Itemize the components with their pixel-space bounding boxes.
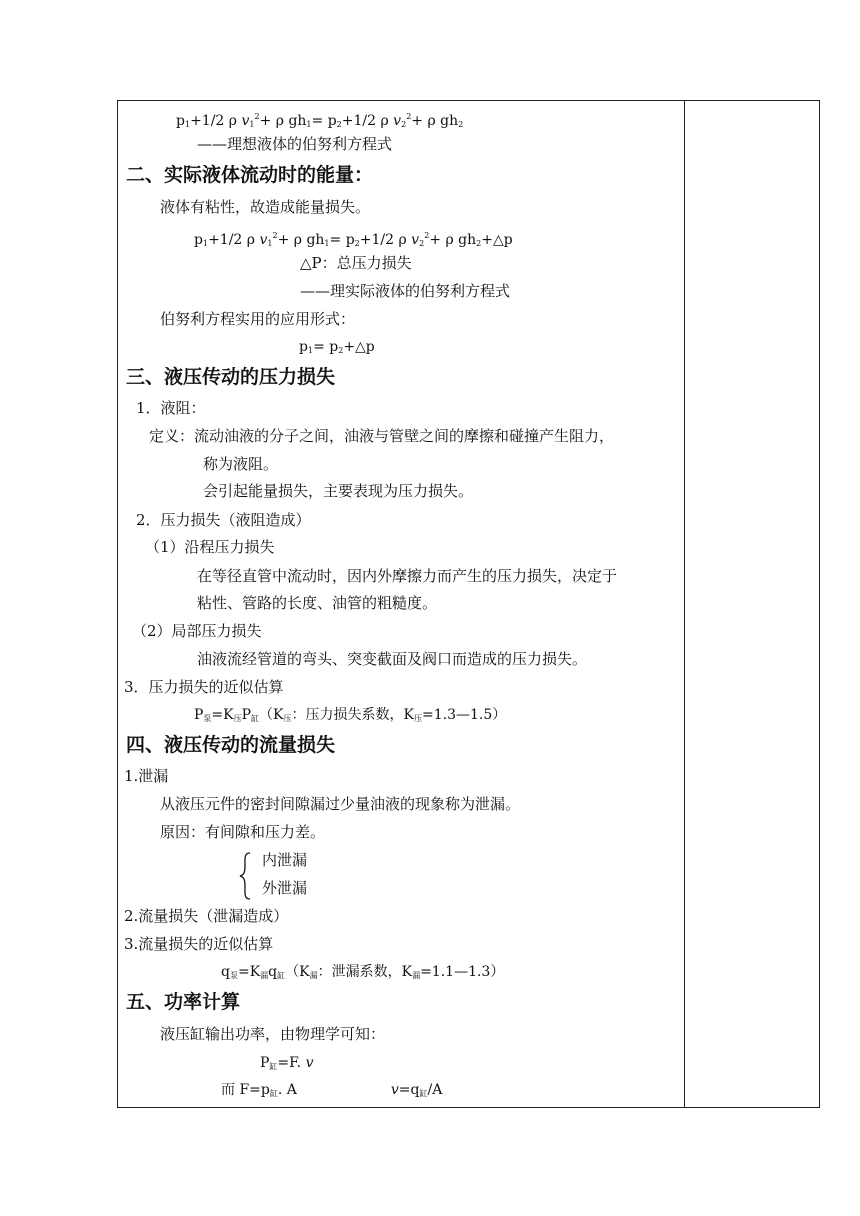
sec2-apply-equation: $p_1=$ $p_2+\triangle p$: [299, 339, 375, 355]
sec3-sub1-text1: 在等径直管中流动时，因内外摩擦力而产生的压力损失，决定于: [197, 567, 618, 585]
section-3-heading: 三、液压传动的压力损失: [126, 366, 336, 388]
sec3-definition-2: 称为液阻。: [203, 455, 279, 473]
sec3-sub1-text2: 粘性、管路的长度、油管的粗糙度。: [197, 594, 438, 612]
sec2-apply-text: 伯努利方程实用的应用形式：: [160, 310, 356, 328]
sec5-text1: 液压缸输出功率，由物理学可知：: [160, 1025, 386, 1043]
sec4-item2: 2.流量损失（泄漏造成）: [124, 907, 289, 925]
curly-brace-icon: [238, 852, 252, 900]
inner-leakage: 内泄漏: [262, 851, 308, 869]
bernoulli-real-equation: $p_1+1/2$ ρ $v_1^2+ \rho$ $gh_1= p_2+1/2$ ρ $v_2^2+ \rho$ $gh_2+\triangle p$: [194, 231, 513, 248]
bernoulli-ideal-equation: $p_1+1/2$ ρ $v_1^2+ \rho$ $gh_1= p_2+1/2$ ρ $v_2^2+ \rho$ $gh_2$: [176, 112, 464, 129]
sec4-text2: 原因：有间隙和压力差。: [160, 823, 326, 841]
sec3-sub1: （1）沿程压力损失: [145, 538, 275, 556]
force-velocity-formula: 而 $F=p_缸$. A $v=q_缸/A$: [221, 1082, 443, 1098]
sec3-item3: 3．压力损失的近似估算: [124, 678, 284, 696]
sec3-sub2: （2）局部压力损失: [132, 622, 262, 640]
side-column-cell: [683, 100, 820, 1108]
sec4-item3: 3.流量损失的近似估算: [124, 935, 274, 953]
section-5-heading: 五、功率计算: [126, 991, 241, 1013]
sec3-item1: 1．液阻：: [136, 399, 206, 417]
sec3-definition-3: 会引起能量损失，主要表现为压力损失。: [203, 482, 474, 500]
sec4-item1: 1.泄漏: [124, 767, 169, 785]
outer-leakage: 外泄漏: [262, 879, 308, 897]
sec4-text1: 从液压元件的密封间隙漏过少量油液的现象称为泄漏。: [160, 795, 521, 813]
section-2-heading: 二、实际液体流动时的能量：: [126, 164, 374, 186]
bernoulli-real-caption: ——理实际液体的伯努利方程式: [300, 282, 511, 300]
section-4-heading: 四、液压传动的流量损失: [126, 734, 336, 756]
pressure-loss-formula: $P_泵=K_压P_缸(K_压$：压力损失系数，$K_压=1.3—1.5$）: [194, 707, 507, 723]
sec3-item2: 2．压力损失（液阻造成）: [136, 511, 311, 529]
power-formula: $P_缸=F$. v: [260, 1055, 314, 1071]
bernoulli-ideal-caption: ——理想液体的伯努利方程式: [197, 135, 393, 153]
sec2-text: 液体有粘性，故造成能量损失。: [160, 198, 371, 216]
sec3-definition-1: 定义：流动油液的分子之间，油液与管壁之间的摩擦和碰撞产生阻力，: [149, 427, 615, 445]
sec3-sub2-text: 油液流经管道的弯头、突变截面及阀口而造成的压力损失。: [197, 650, 588, 668]
flow-loss-formula: $q_泵=K_漏q_缸(K_漏$：泄漏系数，$K_漏=1.1—1.3$）: [221, 964, 505, 980]
pressure-loss-label: △P：总压力损失: [300, 254, 412, 272]
